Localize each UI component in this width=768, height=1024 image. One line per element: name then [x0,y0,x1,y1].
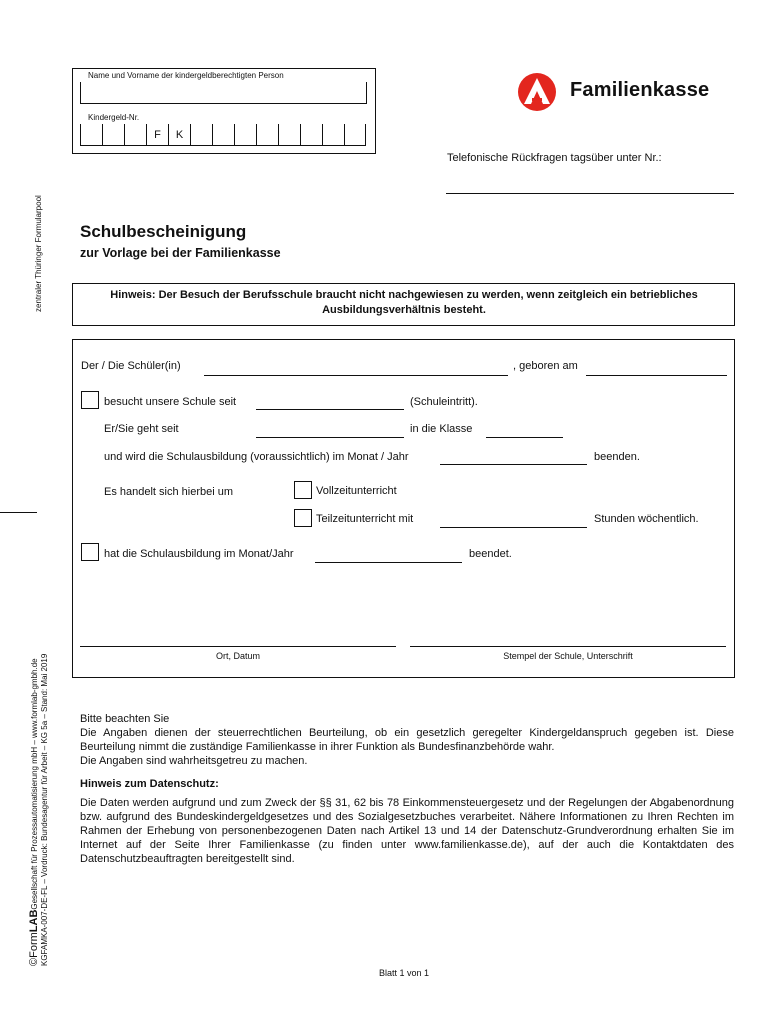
datenschutz-title: Hinweis zum Datenschutz: [80,778,219,790]
teilzeit-checkbox[interactable] [294,509,312,527]
phone-input[interactable] [446,193,734,194]
beenden-label: beenden. [594,451,640,463]
vollzeit-label: Vollzeitunterricht [316,485,397,497]
ort-datum-label: Ort, Datum [215,651,260,661]
kindergeld-cell[interactable] [322,124,344,146]
klasse-input[interactable] [486,437,563,438]
klasse-label: in die Klasse [410,423,473,435]
end-date-input[interactable] [440,464,587,465]
schueler-name-input[interactable] [204,375,508,376]
kindergeld-cell[interactable] [278,124,300,146]
notes-section [80,712,734,866]
teilzeit-label: Teilzeitunterricht mit [316,513,414,525]
beendet-label: beendet. [469,548,512,560]
copyright-sign: © [28,957,40,966]
schuleintritt-label: (Schuleintritt). [410,396,478,408]
side-imprint [29,654,50,966]
notes-paragraph-2: Die Angaben sind wahrheitsgetreu zu machen. [80,755,308,767]
besucht-label: besucht unsere Schule seit [104,396,237,408]
kindergeld-cell[interactable] [102,124,124,146]
geht-seit-input[interactable] [256,437,404,438]
phone-label: Telefonische Rückfragen tagsüber unter Nr.: [447,152,662,164]
familienkasse-logo-icon [517,72,557,112]
brand-rest: Gesellschaft für Prozessautomatisierung mbH – www.formlab-gmbh.de [30,658,39,910]
name-label: Name und Vorname der kindergeldberechtigten Person [88,71,284,80]
logo-text: Familienkasse [570,79,710,101]
notes-heading: Bitte beachten Sie [80,713,170,725]
kindergeld-cell[interactable] [300,124,322,146]
schuleintritt-date-input[interactable] [256,409,404,410]
vollzeit-checkbox[interactable] [294,481,312,499]
notes-paragraph: Die Angaben dienen der steuerrechtlichen Beurteilung, ob ein gesetzlich geregelter Kindergeldanspruch gegeben ist. Diese Beurteilung nimmt die zuständige Familienkasse in ihrer Funktion als Bundesfinanzbehörde wahr. [80,727,734,753]
imprint-line-2: KGFAMKA-007-DE-FL – Vordruck: Bundesagentur für Arbeit – KG 5a – Stand: Mai 2019 [40,653,49,966]
geboren-label: , geboren am [513,360,578,372]
page-number: Blatt 1 von 1 [378,968,430,978]
datenschutz-text: Die Daten werden aufgrund und zum Zweck der §§ 31, 62 bis 78 Einkommensteuergesetz und der Regelungen der Abgabenordnung bzw. aufgrund des Bundeskindergeldgesetzes und des Sozialgesetzbuches verarbeitet. Nähere Informationen zu Ihren Rechten im Rahmen der Erhebung von personenbezogenen Daten nach Artikel 13 und 14 der Datenschutz-Grundverordnung erhalten Sie im Internet auf der Seite Ihrer Familienkasse (zu finden unter www.familienkasse.de), auf der auch die Kontaktdaten des Datenschutzbeauftragten bereitgestellt sind. [80,797,734,865]
stunden-input[interactable] [440,527,587,528]
kindergeld-cell[interactable] [80,124,102,146]
beendet-checkbox[interactable] [81,543,99,561]
ort-datum-input[interactable] [80,646,396,647]
name-input[interactable] [80,82,367,104]
besucht-checkbox[interactable] [81,391,99,409]
stunden-label: Stunden wöchentlich. [594,513,699,525]
brand-lab: LAB [28,909,40,933]
imprint-line-1 [29,654,40,966]
brand-form: Form [28,932,40,958]
kindergeld-label: Kindergeld-Nr. [88,113,140,122]
birthdate-input[interactable] [586,375,727,376]
beendet-prefix-label: hat die Schulausbildung im Monat/Jahr [104,548,294,560]
stempel-label: Stempel der Schule, Unterschrift [503,651,633,661]
side-pool-text: zentraler Thüringer Formularpool [34,195,43,312]
kindergeld-number-field[interactable] [80,124,366,146]
kindergeld-cell[interactable] [190,124,212,146]
schueler-label: Der / Die Schüler(in) [81,360,181,372]
kindergeld-cell[interactable] [124,124,146,146]
es-handelt-label: Es handelt sich hierbei um [104,486,234,498]
kindergeld-cell[interactable] [212,124,234,146]
signature-input[interactable] [410,646,726,647]
school-form-box [72,339,735,678]
page-title: Schulbescheinigung [80,222,247,241]
hint-text: Hinweis: Der Besuch der Berufsschule braucht nicht nachgewiesen zu werden, wenn zeitgleich ein betriebliches Ausbildungsverhältnis besteht. [110,289,698,316]
kindergeld-cell[interactable] [344,124,366,146]
kindergeld-cell-f: F [146,124,168,146]
ausbildung-label: und wird die Schulausbildung (voraussichtlich) im Monat / Jahr [104,451,409,463]
fold-mark [0,512,37,513]
beendet-date-input[interactable] [315,562,462,563]
page-subtitle: zur Vorlage bei der Familienkasse [80,246,281,260]
kindergeld-cell-k: K [168,124,190,146]
kindergeld-cell[interactable] [256,124,278,146]
geht-seit-label: Er/Sie geht seit [104,423,179,435]
kindergeld-cell[interactable] [234,124,256,146]
